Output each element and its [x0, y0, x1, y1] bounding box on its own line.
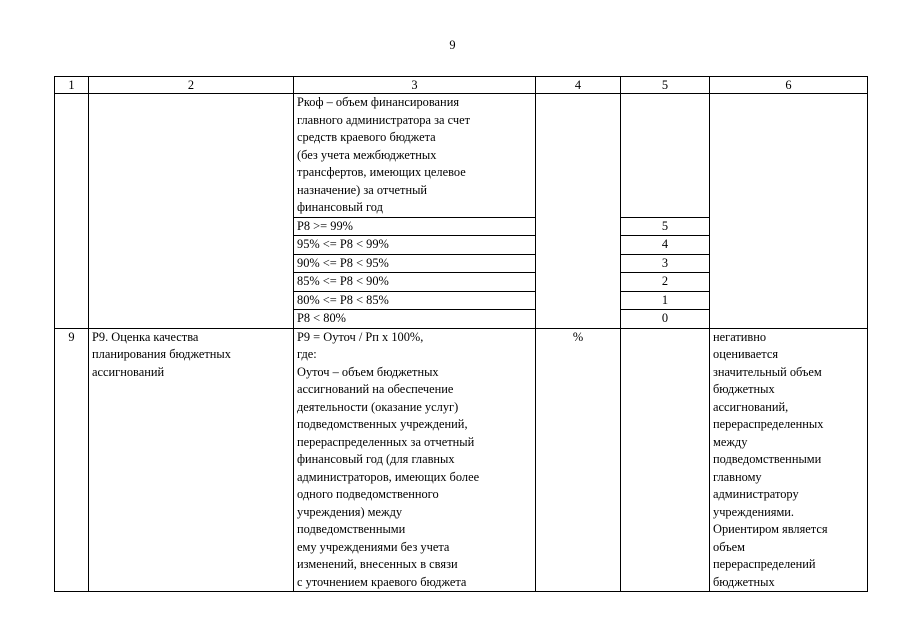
indicator-formula: Р9 = Оуточ / Рп х 100%, где: Оуточ – объем бюджетных ассигнований на обеспечение деятельности (оказание услуг) подведомственных учреждений, перераспределенных за отчетный финансовый год (для главных администраторов, имеющих более одного подведомственного учреждения) между подведомственными ему учреждениями без учета изменений, внесенных в связи с уточнением краевого бюджета — [294, 328, 536, 592]
score-points: 3 — [621, 254, 710, 273]
header-cell-1: 1 — [55, 77, 89, 94]
score-condition: 85% <= Р8 < 90% — [294, 273, 536, 292]
score-condition: 95% <= Р8 < 99% — [294, 236, 536, 255]
table-row — [55, 94, 868, 218]
header-cell-4: 4 — [536, 77, 621, 94]
indicator-unit: % — [536, 328, 621, 592]
continuation-name-cell — [89, 94, 294, 329]
score-condition: 90% <= Р8 < 95% — [294, 254, 536, 273]
score-points: 1 — [621, 291, 710, 310]
continuation-number-cell — [55, 94, 89, 329]
continuation-unit-cell — [536, 94, 621, 329]
row-number: 9 — [55, 328, 89, 592]
page-number: 9 — [449, 38, 456, 52]
score-condition: Р8 < 80% — [294, 310, 536, 329]
score-points: 4 — [621, 236, 710, 255]
indicator-comment: негативно оценивается значительный объем бюджетных ассигнований, перераспределенных между подведомственными главному администратору учреждениями. Ориентиром является объем перераспределений бюджетных — [710, 328, 868, 592]
score-points: 2 — [621, 273, 710, 292]
header-cell-2: 2 — [89, 77, 294, 94]
score-points: 5 — [621, 217, 710, 236]
header-cell-5: 5 — [621, 77, 710, 94]
continuation-comment-cell — [710, 94, 868, 329]
score-condition: Р8 >= 99% — [294, 217, 536, 236]
table-row — [55, 328, 868, 592]
score-points: 0 — [621, 310, 710, 329]
header-cell-6: 6 — [710, 77, 868, 94]
continuation-description: Ркоф – объем финансирования главного администратора за счет средств краевого бюджета (без учета межбюджетных трансфертов, имеющих целевое назначение) за отчетный финансовый год — [294, 94, 536, 218]
score-condition: 80% <= Р8 < 85% — [294, 291, 536, 310]
indicator-table — [54, 76, 868, 592]
continuation-points-blank — [621, 94, 710, 218]
header-cell-3: 3 — [294, 77, 536, 94]
indicator-name: Р9. Оценка качества планирования бюджетных ассигнований — [89, 328, 294, 592]
indicator-points — [621, 328, 710, 592]
table-header-row — [55, 77, 868, 94]
